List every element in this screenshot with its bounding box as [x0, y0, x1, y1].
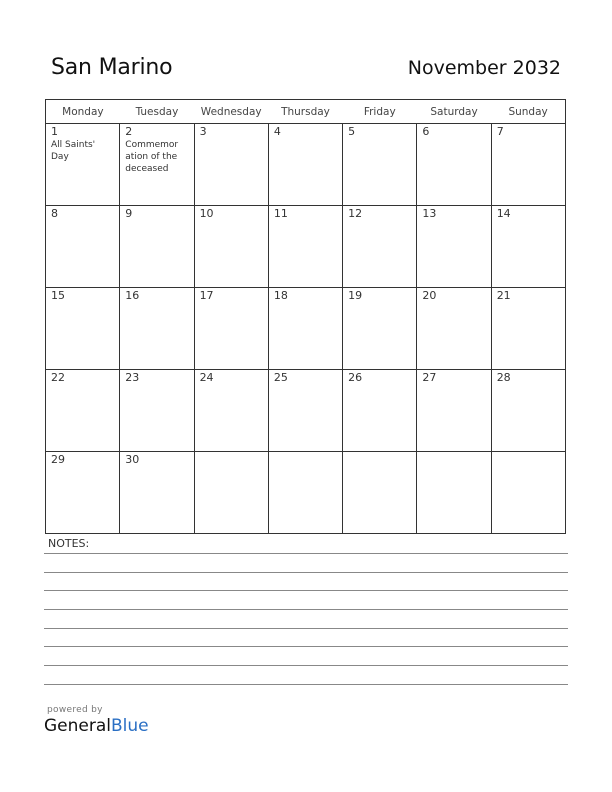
- day-number: 10: [199, 207, 214, 220]
- day-cell: [194, 124, 268, 206]
- day-number: 6: [422, 125, 430, 138]
- day-cell: [417, 452, 491, 534]
- weekday-tuesday: Tuesday: [120, 100, 194, 124]
- day-number: 24: [199, 371, 214, 384]
- week-row: [46, 288, 566, 370]
- brand-blue: Blue: [111, 716, 149, 736]
- weekday-thursday: Thursday: [268, 100, 342, 124]
- day-number: 27: [422, 371, 437, 384]
- day-cell: [491, 452, 565, 534]
- day-cell: [491, 124, 565, 206]
- day-cell: [46, 370, 120, 452]
- day-number: 22: [51, 371, 65, 384]
- day-cell: [46, 288, 120, 370]
- day-cell: [268, 206, 342, 288]
- day-cell: [120, 206, 194, 288]
- day-cell: [268, 124, 342, 206]
- day-cell: [417, 206, 491, 288]
- day-cell: [194, 288, 268, 370]
- weekday-saturday: Saturday: [417, 100, 491, 124]
- day-number: 21: [496, 289, 511, 302]
- notes-line: [44, 572, 568, 573]
- week-row: [46, 206, 566, 288]
- day-number: 16: [125, 289, 140, 302]
- day-number: 14: [496, 207, 511, 220]
- day-number: 19: [348, 289, 363, 302]
- day-number: 12: [348, 207, 363, 220]
- day-cell: [46, 124, 120, 206]
- day-cell: [268, 452, 342, 534]
- powered-by-text: powered by: [47, 705, 103, 715]
- day-cell: [120, 124, 194, 206]
- day-cell: [343, 124, 417, 206]
- notes-line: [44, 628, 568, 629]
- day-cell: [120, 288, 194, 370]
- day-cell: [343, 206, 417, 288]
- notes-line: [44, 590, 568, 591]
- weekday-sunday: Sunday: [491, 100, 565, 124]
- day-cell: [194, 370, 268, 452]
- day-number: 7: [496, 125, 504, 138]
- day-number: 29: [51, 453, 65, 466]
- day-cell: [343, 452, 417, 534]
- notes-label: NOTES:: [48, 537, 90, 550]
- day-number: 1: [51, 125, 58, 138]
- notes-line: [44, 609, 568, 610]
- day-cell: [268, 288, 342, 370]
- day-cell: [194, 206, 268, 288]
- day-number: 8: [51, 207, 58, 220]
- day-cell: [417, 288, 491, 370]
- week-row: [46, 452, 566, 534]
- day-number: 25: [273, 371, 288, 384]
- day-cell: [268, 370, 342, 452]
- day-cell: [417, 370, 491, 452]
- calendar-grid: [45, 99, 566, 534]
- week-row: [46, 370, 566, 452]
- day-cell: [343, 288, 417, 370]
- day-number: 26: [348, 371, 363, 384]
- day-number: 2: [125, 125, 133, 138]
- day-cell: [120, 452, 194, 534]
- day-number: 20: [422, 289, 437, 302]
- notes-line: [44, 646, 568, 647]
- day-cell: [491, 288, 565, 370]
- calendar-month-year: November 2032: [407, 57, 561, 79]
- day-cell: [46, 452, 120, 534]
- day-number: 13: [422, 207, 437, 220]
- week-row: [46, 124, 566, 206]
- day-cell: [194, 452, 268, 534]
- notes-line: [44, 553, 568, 554]
- day-cell: [46, 206, 120, 288]
- day-cell: [343, 370, 417, 452]
- day-number: 18: [273, 289, 288, 302]
- weekday-friday: Friday: [343, 100, 417, 124]
- holiday-label: Commemor ation of the deceased: [125, 140, 179, 174]
- day-cell: [120, 370, 194, 452]
- brand-general: General: [44, 716, 111, 736]
- calendar-country-title: San Marino: [51, 55, 173, 80]
- day-number: 28: [496, 371, 511, 384]
- day-number: 23: [125, 371, 140, 384]
- notes-line: [44, 665, 568, 666]
- day-number: 3: [199, 125, 207, 138]
- day-number: 11: [273, 207, 288, 220]
- holiday-label: All Saints' Day: [51, 140, 96, 162]
- day-number: 9: [125, 207, 133, 220]
- day-number: 15: [51, 289, 65, 302]
- day-number: 17: [199, 289, 214, 302]
- weekday-monday: Monday: [46, 100, 120, 124]
- day-number: 30: [125, 453, 140, 466]
- weekday-wednesday: Wednesday: [194, 100, 268, 124]
- day-cell: [491, 206, 565, 288]
- notes-line: [44, 684, 568, 685]
- day-cell: [417, 124, 491, 206]
- day-cell: [491, 370, 565, 452]
- day-number: 4: [273, 125, 281, 138]
- weekday-header-row: [46, 100, 566, 124]
- day-number: 5: [348, 125, 356, 138]
- generalblue-logo: [44, 716, 149, 736]
